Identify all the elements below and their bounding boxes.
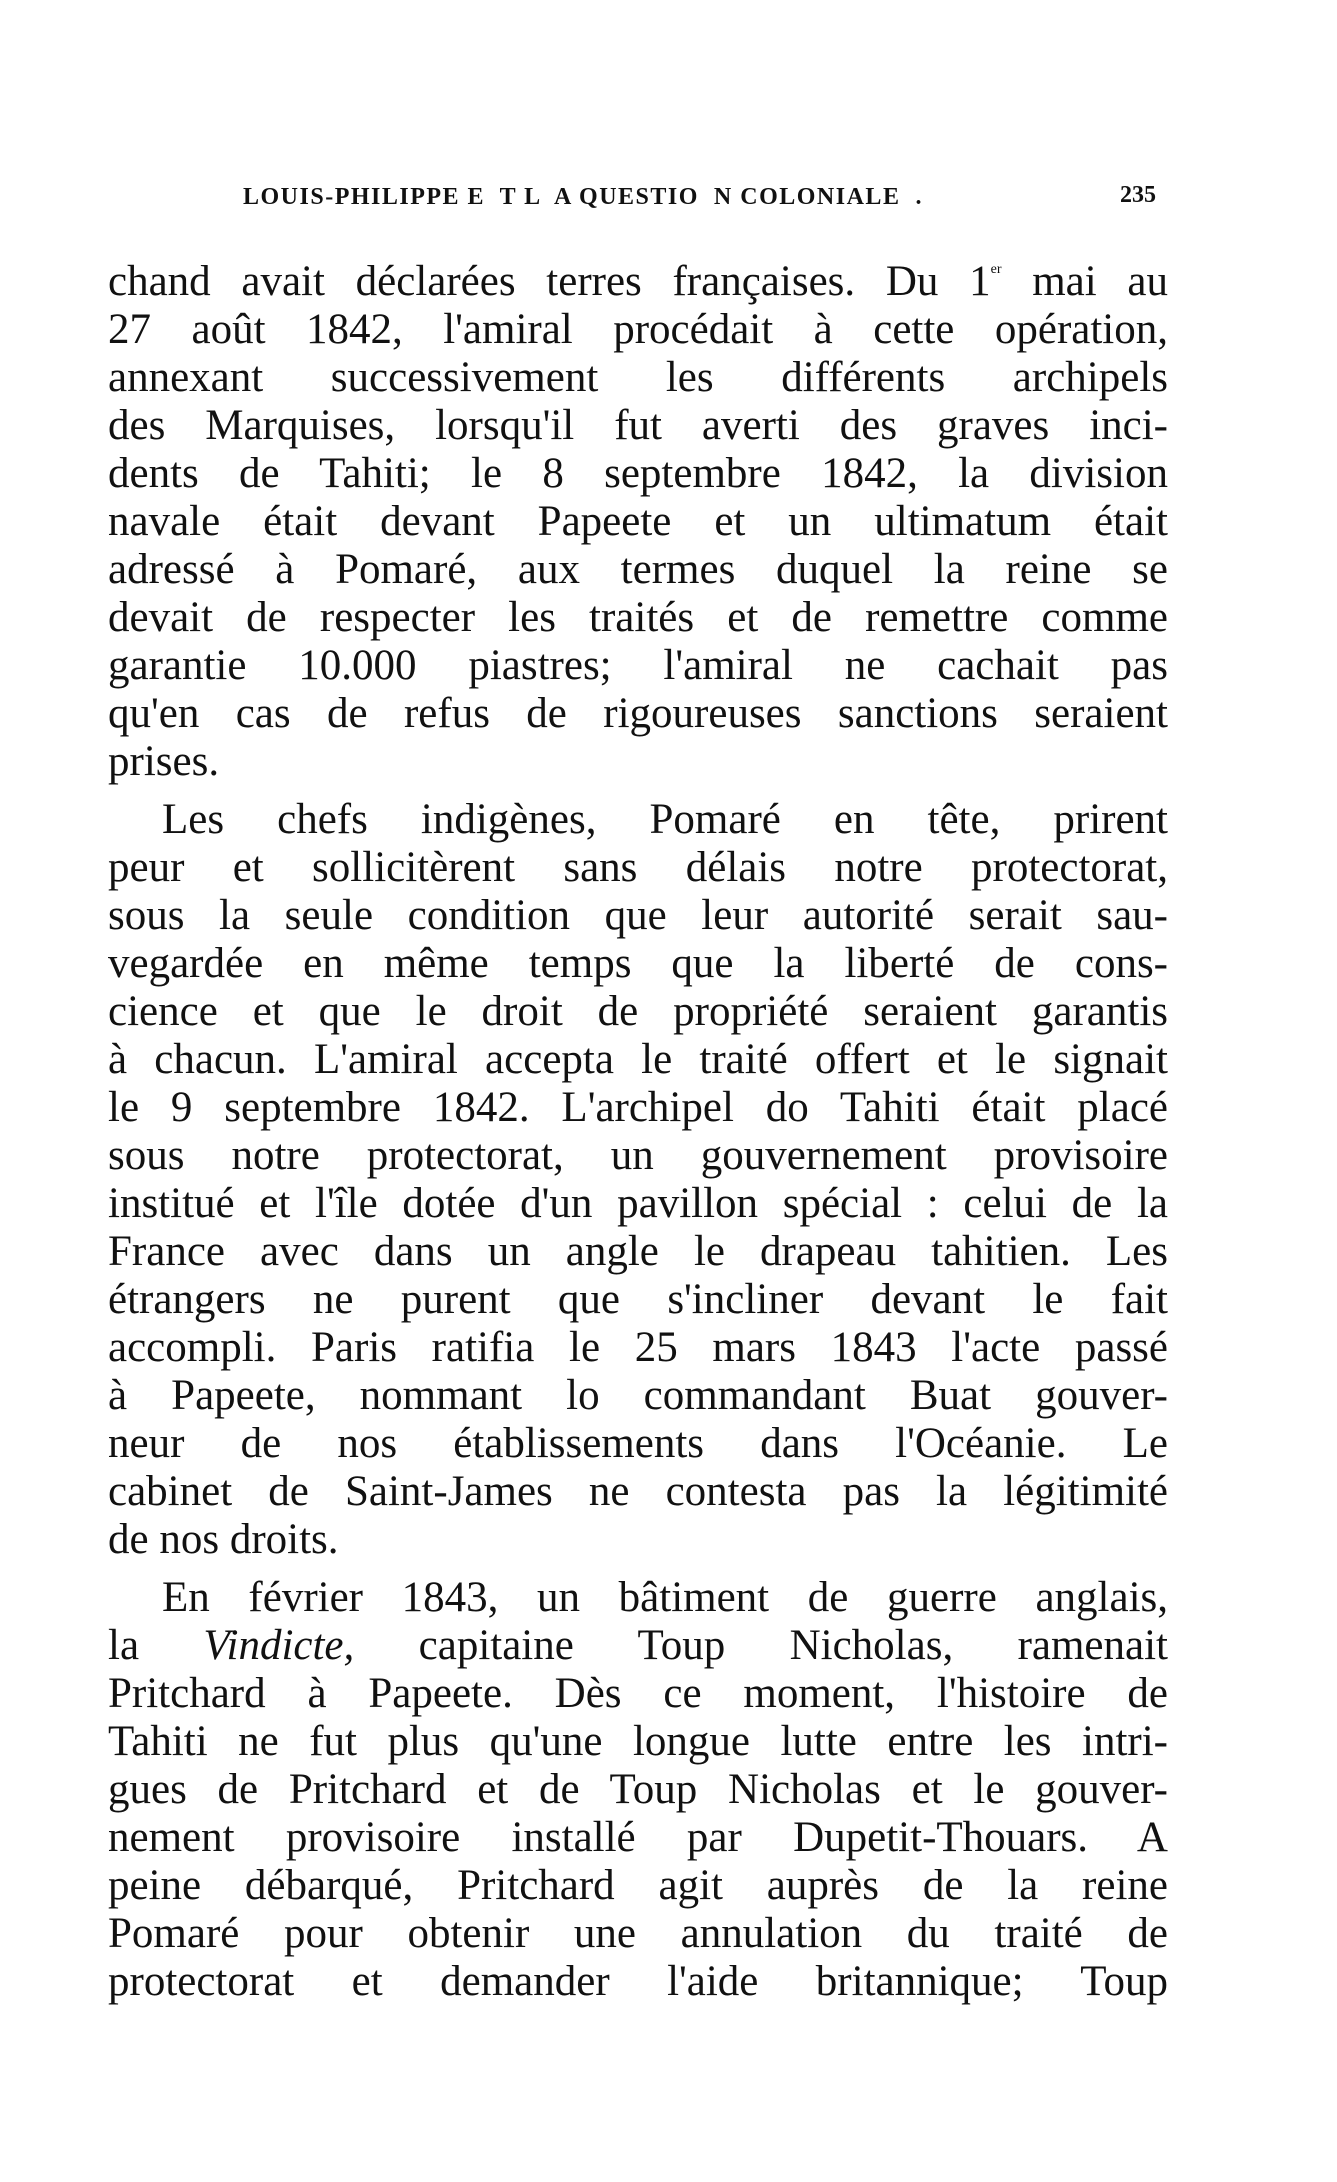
running-title: LOUIS-PHILIPPE E T L A QUESTIO N COLONIALE . — [243, 184, 923, 210]
text-line: le 9 septembre 1842. L'archipel do Tahiti était placé — [108, 1084, 1168, 1131]
text-line: garantie 10.000 piastres; l'amiral ne cachait pas — [108, 642, 1168, 689]
text-line: à chacun. L'amiral accepta le traité offert et le signait — [108, 1036, 1168, 1083]
text-line: peur et sollicitèrent sans délais notre protectorat, — [108, 844, 1168, 891]
text-line: étrangers ne purent que s'incliner devant le fait — [108, 1276, 1168, 1323]
text-line: 27 août 1842, l'amiral procédait à cette opération, — [108, 306, 1168, 353]
text-line: nement provisoire installé par Dupetit-Thouars. A — [108, 1814, 1168, 1861]
text-line: neur de nos établissements dans l'Océanie. Le — [108, 1420, 1168, 1467]
text-line: la Vindicte, capitaine Toup Nicholas, ramenait — [108, 1622, 1168, 1669]
text-line: Pritchard à Papeete. Dès ce moment, l'histoire de — [108, 1670, 1168, 1717]
text-line: vegardée en même temps que la liberté de cons- — [108, 940, 1168, 987]
text-line: Tahiti ne fut plus qu'une longue lutte entre les intri- — [108, 1718, 1168, 1765]
ship-name: Vindicte, — [203, 1622, 355, 1669]
text-line: protectorat et demander l'aide britannique; Toup — [108, 1958, 1168, 2005]
text-line: Les chefs indigènes, Pomaré en tête, prirent — [162, 796, 1168, 843]
text-line: prises. — [108, 738, 220, 785]
text-line: Pomaré pour obtenir une annulation du traité de — [108, 1910, 1168, 1957]
text-line: cabinet de Saint-James ne contesta pas la légitimité — [108, 1468, 1168, 1515]
text-line: sous la seule condition que leur autorité serait sau- — [108, 892, 1168, 939]
text-line: accompli. Paris ratifia le 25 mars 1843 l'acte passé — [108, 1324, 1168, 1371]
text-line: chand avait déclarées terres françaises. Du 1er mai au — [108, 258, 1168, 305]
text-line: peine débarqué, Pritchard agit auprès de la reine — [108, 1862, 1168, 1909]
text-line: de nos droits. — [108, 1516, 339, 1563]
text-line: navale était devant Papeete et un ultimatum était — [108, 498, 1168, 545]
text-line: sous notre protectorat, un gouvernement provisoire — [108, 1132, 1168, 1179]
text-line: institué et l'île dotée d'un pavillon spécial : celui de la — [108, 1180, 1168, 1227]
text-line: à Papeete, nommant lo commandant Buat gouver- — [108, 1372, 1168, 1419]
body-text — [108, 258, 1168, 2006]
text-line: cience et que le droit de propriété seraient garantis — [108, 988, 1168, 1035]
text-line: gues de Pritchard et de Toup Nicholas et le gouver- — [108, 1766, 1168, 1813]
text-line: dents de Tahiti; le 8 septembre 1842, la division — [108, 450, 1168, 497]
page-number: 235 — [1120, 182, 1156, 208]
text-line: annexant successivement les différents archipels — [108, 354, 1168, 401]
text-line: France avec dans un angle le drapeau tahitien. Les — [108, 1228, 1168, 1275]
text-line: adressé à Pomaré, aux termes duquel la reine se — [108, 546, 1168, 593]
text-line: qu'en cas de refus de rigoureuses sanctions seraient — [108, 690, 1168, 737]
text-line: devait de respecter les traités et de remettre comme — [108, 594, 1168, 641]
text-line: des Marquises, lorsqu'il fut averti des graves inci- — [108, 402, 1168, 449]
text-line: En février 1843, un bâtiment de guerre anglais, — [162, 1574, 1168, 1621]
running-head — [243, 184, 1253, 224]
